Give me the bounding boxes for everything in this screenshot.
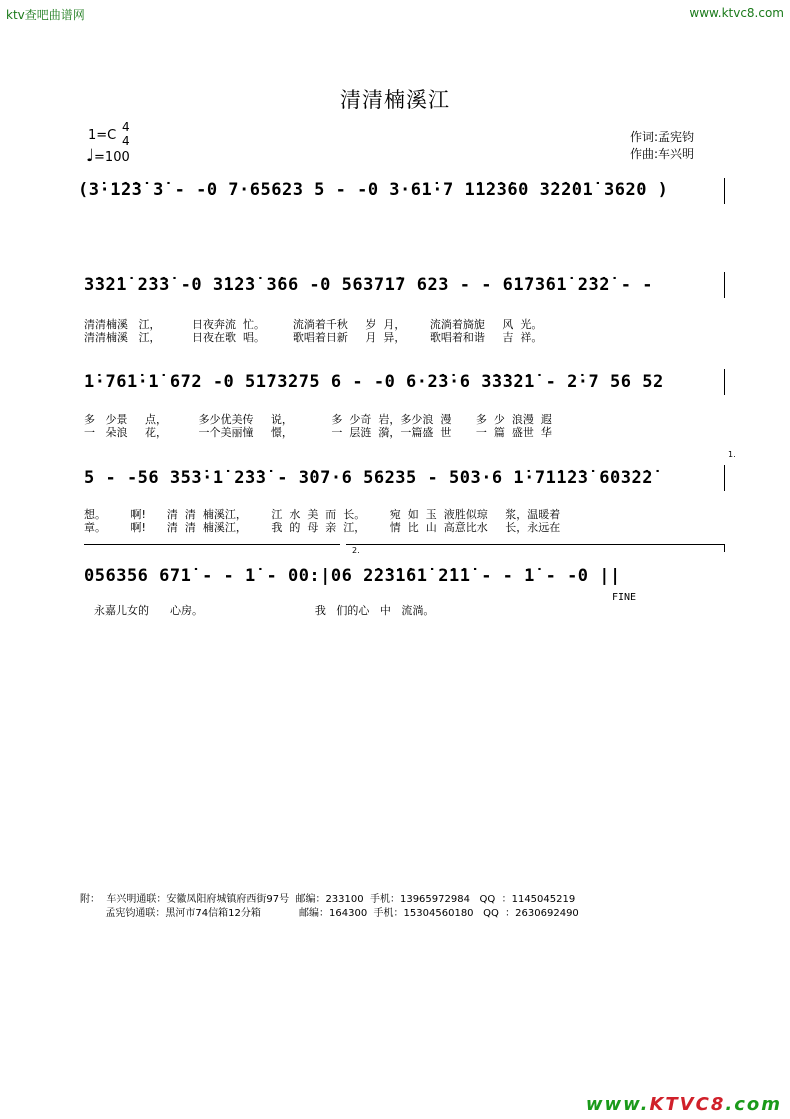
barline	[724, 272, 725, 298]
score-line-4: 5 - -56 353̇·1̇ 2̇3̇3̇ - 3̇07·6 56235 - 503·6 1̇·71̇1̇2̇3̇ 603̇2̇2̇	[84, 468, 653, 488]
lyrics-line-4-verse-1: 想。 啊! 清 清 楠溪江， 江 水 美 而 长。 宛 如 玉 液胜似琼 浆，温暖着	[84, 508, 561, 521]
volta-second-mark: 2.	[352, 546, 360, 555]
barline	[724, 178, 725, 204]
composer-credit: 作曲:车兴明	[630, 147, 695, 161]
time-signature-bottom: 4	[122, 134, 130, 148]
tempo-marking	[86, 146, 130, 166]
watermark-top-left: ktv查吧曲谱网	[6, 8, 85, 22]
lyrics-line-2-verse-2: 清清楠溪 江， 日夜在歌 唱。 歌唱着日新 月 异， 歌唱着和谐 吉 祥。	[84, 331, 543, 344]
time-signature	[122, 120, 130, 148]
score-line-5: 056356 671̇ - - 1̇ - 00:|06 2̇2̇3̇1̇61̇ 2̇1̇1̇ - - 1̇ - -0 ||	[84, 566, 621, 586]
lyrics-line-3-verse-2: 一 朵浪 花， 一个美丽憧 憬， 一 层涟 漪，一篇盛 世 一 篇 盛世 华	[84, 426, 552, 439]
lyrics-line-5: 永嘉儿女的 心房。 我 们的心 中 流淌。	[94, 604, 435, 617]
score-line-1: (3̇·1̇2̇3̇ 3̇ - -0 7·65623 5 - -0 3·61̇·7 1̇1̇2̇3̇60 3̇2̇2̇01̇ 3620 )	[78, 180, 669, 200]
watermark-prefix: www.	[585, 1094, 650, 1115]
lyrics-line-3-verse-1: 多 少景 点， 多少优美传 说， 多 少奇 岩，多少浪 漫 多 少 浪漫 遐	[84, 413, 552, 426]
watermark-suffix: .com	[725, 1094, 782, 1115]
footer-contact-1: 附： 车兴明通联：安徽凤阳府城镇府西街97号 邮编：233100 手机：13965972984 QQ ：1145045219	[80, 894, 576, 905]
barline	[724, 465, 725, 491]
footer-contact-2: 孟宪钧通联：黑河市74信箱12分箱 邮编：164300 手机：15304560180 QQ ：2630692490	[80, 908, 579, 919]
time-signature-top: 4	[122, 120, 130, 134]
watermark-bottom-right	[586, 1094, 782, 1115]
watermark-top-right: www.ktvc8.com	[689, 6, 784, 20]
volta-bracket-end	[724, 544, 725, 552]
barline	[724, 369, 725, 395]
tempo-value: =100	[94, 150, 130, 165]
key-signature: 1=C	[88, 128, 117, 143]
lyrics-line-4-verse-2: 章。 啊! 清 清 楠溪江， 我 的 母 亲 江， 情 比 山 高意比水 长，永远在	[84, 521, 561, 534]
volta-first-end-mark: 1.	[728, 450, 736, 459]
lyrics-line-2-verse-1: 清清楠溪 江， 日夜奔流 忙。 流淌着千秋 岁 月， 流淌着旖旎 风 光。	[84, 318, 543, 331]
fine-marking: FINE	[612, 592, 637, 603]
lyricist-credit: 作词:孟宪钧	[630, 130, 695, 144]
song-title: 清清楠溪江	[340, 88, 450, 112]
volta-bracket-2	[346, 544, 724, 545]
score-line-3: 1̇·761̇·1̇ 672 -0 51̇73̇275 6 - -0 6·2̇3̇·6 3̇3̇3̇2̇1̇ - 2̇·7 56 52	[84, 372, 664, 392]
volta-bracket-1	[84, 544, 340, 545]
quarter-note-icon: ♩	[86, 146, 95, 166]
watermark-brand: KTVC8	[649, 1094, 726, 1115]
score-line-2: 3̇3̇2̇1̇ 2̇3̇3̇ -0 3̇1̇2̇3̇ 3̇66 -0 56371̇7 623 - - 61̇73̇61̇ 2̇3̇2̇ - -	[84, 275, 653, 295]
